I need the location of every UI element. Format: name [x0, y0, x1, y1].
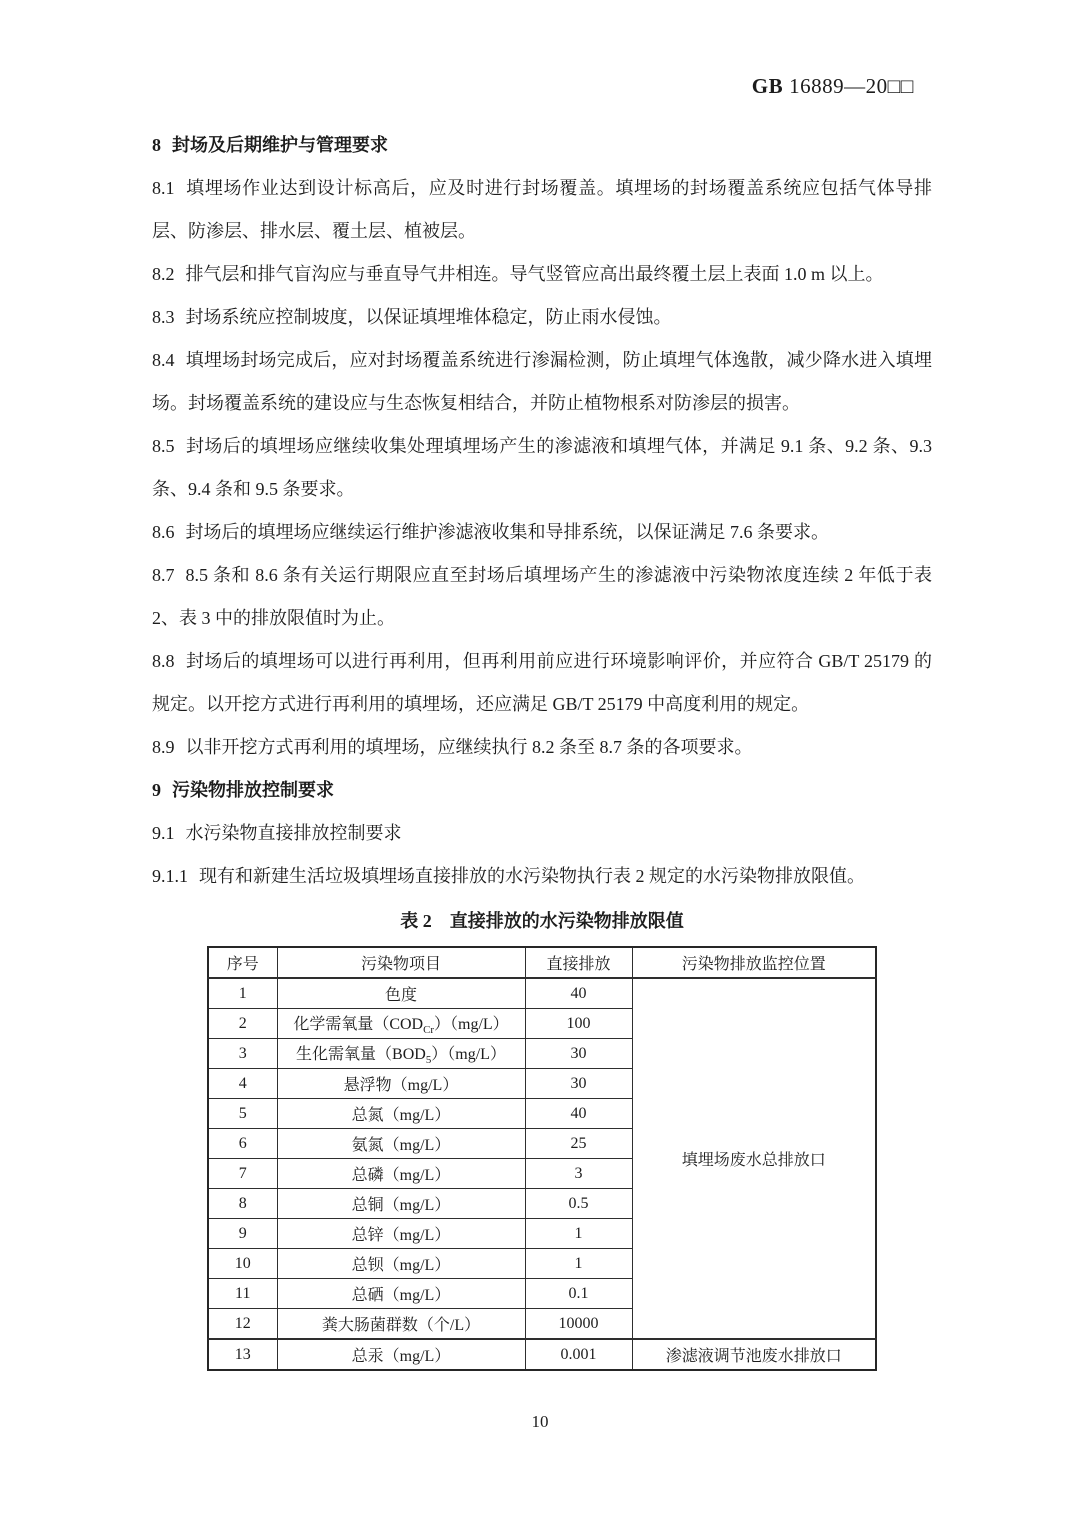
clause-text: 水污染物直接排放控制要求: [185, 823, 402, 843]
table-title: 表 2 直接排放的水污染物排放限值: [400, 911, 684, 931]
clause-paragraph: [152, 425, 932, 511]
cell-limit-value: 30: [525, 1039, 632, 1069]
col-header-index: 序号: [208, 947, 277, 978]
cell-limit-value: 3: [525, 1159, 632, 1189]
cell-pollutant-name: 悬浮物（mg/L）: [277, 1069, 525, 1099]
table-header-row: [208, 947, 876, 978]
table-row: [208, 978, 876, 1009]
col-header-limit: 直接排放: [525, 947, 632, 978]
cell-pollutant-name: 总氮（mg/L）: [277, 1099, 525, 1129]
cell-pollutant-name: 化学需氧量$(COD_{Cr})(mg/L)$: [277, 1009, 525, 1039]
cell-index: 2: [208, 1009, 277, 1039]
doc-number-prefix: GB: [751, 74, 784, 98]
clause-text: 填埋场封场完成后，应对封场覆盖系统进行渗漏检测，防止填埋气体逸散，减少降水进入填埋场。封场覆盖系统的建设应与生态恢复相结合，并防止植物根系对防渗层的损害。: [152, 350, 932, 413]
clause-paragraph: [152, 554, 932, 640]
page-number: 10: [531, 1412, 549, 1431]
clause-paragraph: [152, 511, 932, 554]
cell-index: 1: [208, 978, 277, 1009]
cell-pollutant-name: 总锌（mg/L）: [277, 1219, 525, 1249]
cell-limit-value: 1: [525, 1249, 632, 1279]
clause-number: 9: [152, 780, 161, 800]
clause-number: 8.2: [152, 264, 175, 284]
clause-text: 排气层和排气盲沟应与垂直导气井相连。导气竖管应高出最终覆土层上表面 1.0 m 以上。: [185, 264, 884, 284]
cell-limit-value: 10000: [525, 1309, 632, 1340]
cell-limit-value: 0.1: [525, 1279, 632, 1309]
cell-limit-value: 0.5: [525, 1189, 632, 1219]
cell-index: 11: [208, 1279, 277, 1309]
clause-number: 8.9: [152, 737, 175, 757]
clause-text: 封场后的填埋场应继续收集处理填埋场产生的渗滤液和填埋气体，并满足 9.1 条、9.2 条、9.3 条、9.4 条和 9.5 条要求。: [152, 436, 932, 499]
clause-number: 8.5: [152, 436, 175, 456]
table-header: [208, 947, 876, 978]
clause-number: 8.4: [152, 350, 175, 370]
table-row: [208, 1339, 876, 1370]
clause-paragraph: [152, 253, 932, 296]
cell-pollutant-name: 总磷（mg/L）: [277, 1159, 525, 1189]
clause-text: 填埋场作业达到设计标高后，应及时进行封场覆盖。填埋场的封场覆盖系统应包括气体导排层、防渗层、排水层、覆土层、植被层。: [152, 178, 932, 241]
cell-pollutant-name: 色度: [277, 978, 525, 1009]
clause-number: 8.6: [152, 522, 175, 542]
section-heading: [152, 124, 932, 167]
clause-number: 8: [152, 135, 161, 155]
clause-paragraph: [152, 855, 932, 898]
cell-limit-value: 40: [525, 978, 632, 1009]
cell-limit-value: 30: [525, 1069, 632, 1099]
clause-paragraph: [152, 296, 932, 339]
clause-text: 封场系统应控制坡度，以保证填埋堆体稳定，防止雨水侵蚀。: [185, 307, 672, 327]
cell-index: 13: [208, 1339, 277, 1370]
cell-limit-value: 0.001: [525, 1339, 632, 1370]
cell-pollutant-name: 总汞（mg/L）: [277, 1339, 525, 1370]
clause-text: 封场后的填埋场可以进行再利用，但再利用前应进行环境影响评价，并应符合 GB/T 25179 的规定。以开挖方式进行再利用的填埋场，还应满足 GB/T 25179 中高度利用的规定。: [152, 651, 932, 714]
doc-number-value: 16889—20□□: [789, 74, 914, 98]
cell-pollutant-name: 生化需氧量$(BOD_5)(mg/L)$: [277, 1039, 525, 1069]
clause-number: 8.3: [152, 307, 175, 327]
cell-limit-value: 25: [525, 1129, 632, 1159]
col-header-item: 污染物项目: [277, 947, 525, 978]
cell-index: 3: [208, 1039, 277, 1069]
clause-text: 封场及后期维护与管理要求: [172, 135, 388, 155]
document-body: [152, 124, 932, 1371]
cell-index: 10: [208, 1249, 277, 1279]
section-heading: [152, 769, 932, 812]
cell-limit-value: 40: [525, 1099, 632, 1129]
clause-text: 污染物排放控制要求: [172, 780, 334, 800]
cell-index: 6: [208, 1129, 277, 1159]
clause-paragraph: [152, 640, 932, 726]
clause-paragraph: [152, 339, 932, 425]
cell-index: 5: [208, 1099, 277, 1129]
cell-index: 4: [208, 1069, 277, 1099]
clause-text: 封场后的填埋场应继续运行维护渗滤液收集和导排系统，以保证满足 7.6 条要求。: [185, 522, 829, 542]
clauses: [152, 124, 932, 898]
clause-paragraph: [152, 167, 932, 253]
cell-pollutant-name: 粪大肠菌群数（个/L）: [277, 1309, 525, 1340]
cell-limit-value: 100: [525, 1009, 632, 1039]
cell-limit-value: 1: [525, 1219, 632, 1249]
clause-number: 9.1: [152, 823, 175, 843]
cell-index: 12: [208, 1309, 277, 1340]
clause-number: 8.7: [152, 565, 175, 585]
cell-monitoring-location-merged: 填埋场废水总排放口: [632, 978, 876, 1339]
clause-paragraph: [152, 726, 932, 769]
clause-text: 8.5 条和 8.6 条有关运行期限应直至封场后填埋场产生的渗滤液中污染物浓度连续 2 年低于表 2、表 3 中的排放限值时为止。: [152, 565, 932, 628]
doc-number: [752, 74, 914, 99]
clause-text: 以非开挖方式再利用的填埋场，应继续执行 8.2 条至 8.7 条的各项要求。: [185, 737, 753, 757]
clause-number: 8.8: [152, 651, 175, 671]
emission-limits-table: [207, 946, 877, 1371]
cell-pollutant-name: 总硒（mg/L）: [277, 1279, 525, 1309]
cell-pollutant-name: 总铜（mg/L）: [277, 1189, 525, 1219]
clause-text: 现有和新建生活垃圾填埋场直接排放的水污染物执行表 2 规定的水污染物排放限值。: [199, 866, 865, 886]
clause-number: 8.1: [152, 178, 175, 198]
clause-number: 9.1.1: [152, 866, 188, 886]
cell-pollutant-name: 总钡（mg/L）: [277, 1249, 525, 1279]
cell-index: 7: [208, 1159, 277, 1189]
cell-pollutant-name: 氨氮（mg/L）: [277, 1129, 525, 1159]
cell-index: 8: [208, 1189, 277, 1219]
table-body: [208, 978, 876, 1370]
clause-paragraph: [152, 812, 932, 855]
cell-monitoring-location: 渗滤液调节池废水排放口: [632, 1339, 876, 1370]
cell-index: 9: [208, 1219, 277, 1249]
col-header-location: 污染物排放监控位置: [632, 947, 876, 978]
